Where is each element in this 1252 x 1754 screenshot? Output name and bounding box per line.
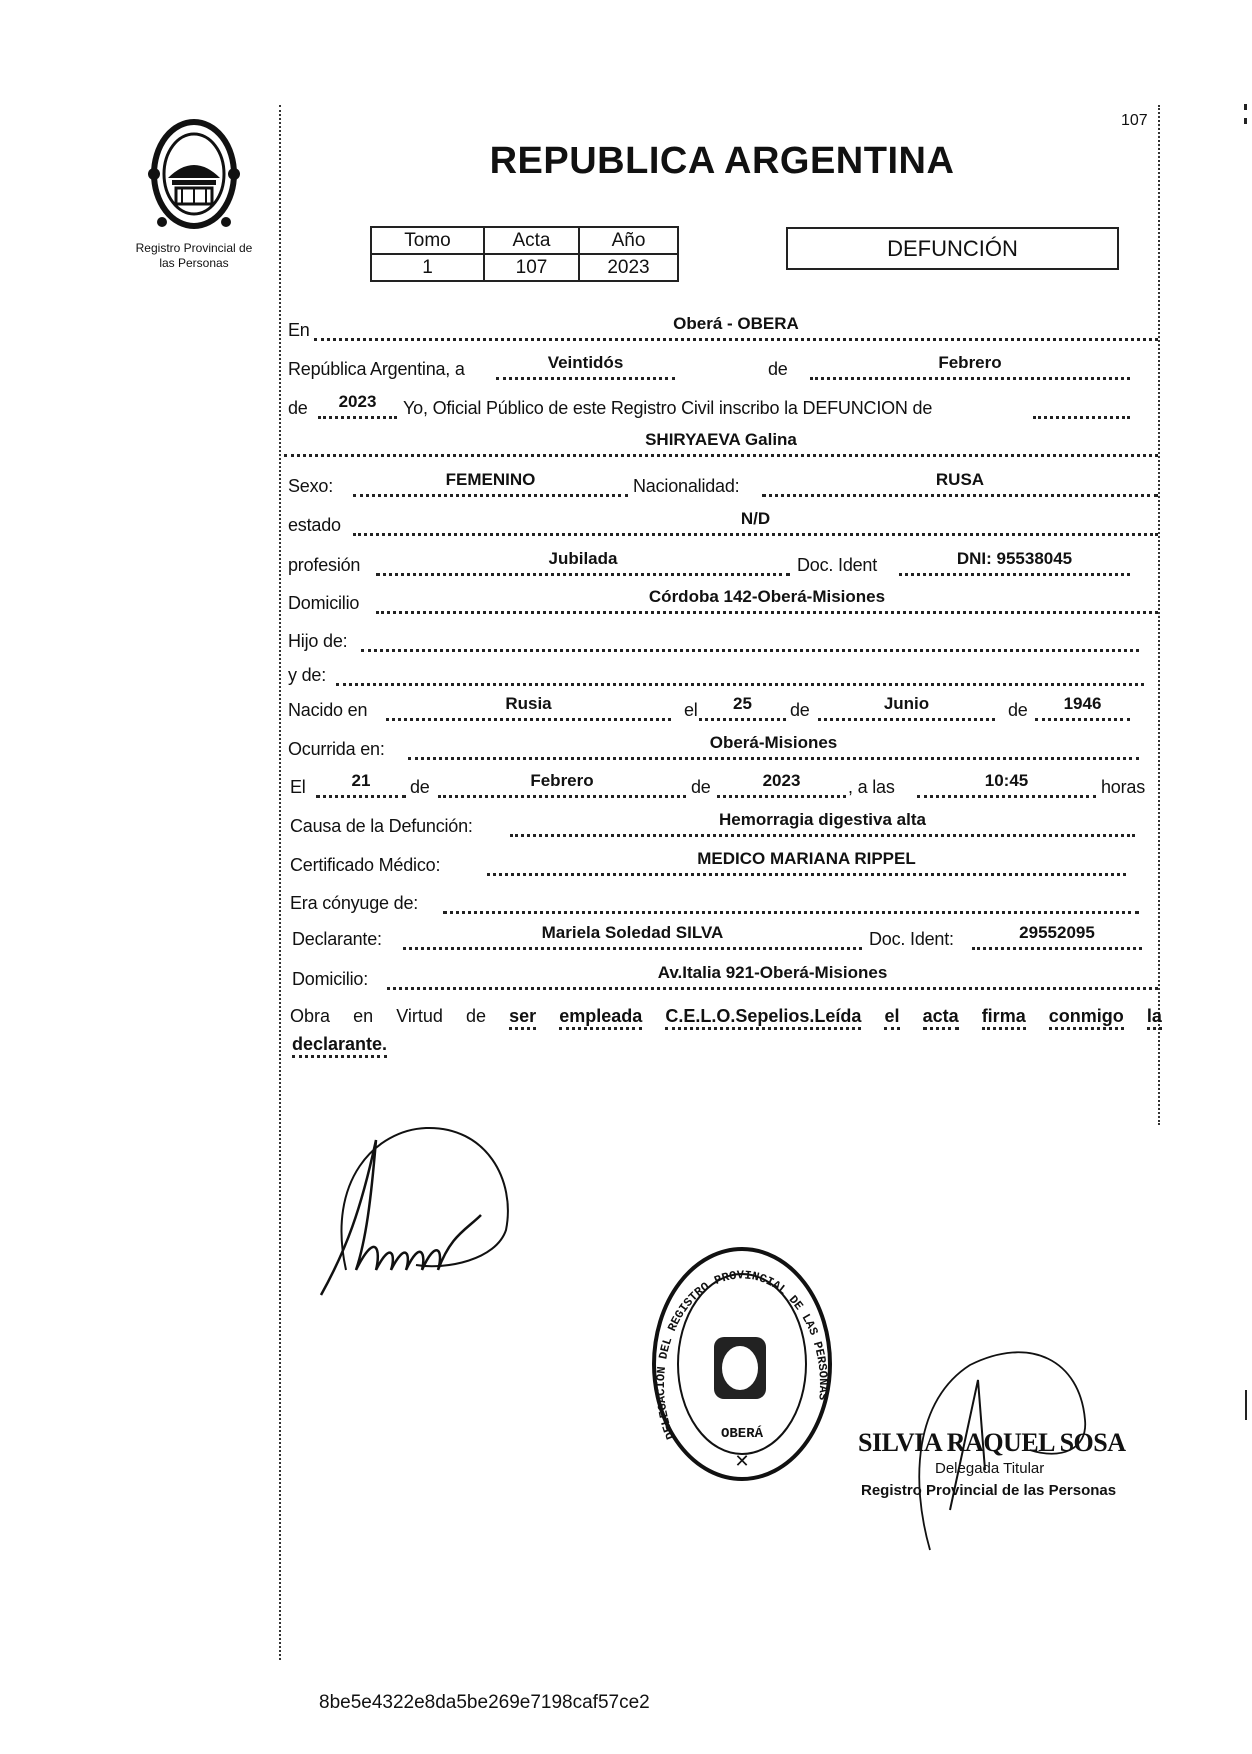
declarante-domicilio-field: Av.Italia 921-Oberá-Misiones <box>387 963 1158 990</box>
obra-value-word: empleada <box>559 1006 642 1030</box>
obra-value-word: conmigo <box>1049 1006 1124 1030</box>
en-field: Oberá - OBERA <box>314 314 1158 341</box>
day-words-field: Veintidós <box>496 353 675 380</box>
obra-value-end: declarante. <box>292 1034 387 1058</box>
nacionalidad-field: RUSA <box>762 470 1158 497</box>
obra-value-word: ser <box>509 1006 536 1030</box>
certificado-field: MEDICO MARIANA RIPPEL <box>487 849 1126 876</box>
de-label: de <box>1008 700 1028 720</box>
death-day-field: 21 <box>316 771 406 798</box>
de-label: de <box>790 700 810 720</box>
row-nacido <box>0 694 1252 726</box>
edge-mark <box>1244 104 1247 110</box>
a-las-label: , a las <box>848 777 895 797</box>
row-name <box>0 430 1252 462</box>
de-label: de <box>410 777 430 797</box>
month-field: Febrero <box>810 353 1130 380</box>
profesion-label: profesión <box>288 555 361 575</box>
row-death-date <box>0 771 1252 803</box>
row-sexo <box>0 470 1252 502</box>
death-year-field: 2023 <box>717 771 846 798</box>
declarant-signature <box>316 1120 526 1300</box>
obra-value-word: C.E.L.O.Sepelios.Leída <box>665 1006 861 1030</box>
registry-name <box>114 241 274 271</box>
row-yde <box>0 663 1252 691</box>
anio-header: Año <box>579 227 678 254</box>
declarante-label: Declarante: <box>292 929 382 949</box>
conyuge-field <box>443 887 1139 914</box>
tomo-value: 1 <box>371 254 484 281</box>
row-domicilio <box>0 587 1252 619</box>
birth-year-field: 1946 <box>1035 694 1130 721</box>
registry-stamp <box>650 1245 834 1483</box>
certificado-label: Certificado Médico: <box>290 855 441 875</box>
estado-label: estado <box>288 515 341 535</box>
conyuge-label: Era cónyuge de: <box>290 893 419 913</box>
row-en <box>0 314 1252 346</box>
ocurrida-field: Oberá-Misiones <box>408 733 1139 760</box>
row-declarante <box>0 923 1252 955</box>
de-label: de <box>691 777 711 797</box>
row-declarante-domicilio <box>0 963 1252 995</box>
inscription-text: Yo, Oficial Público de este Registro Civil inscribo la DEFUNCION de <box>403 398 933 418</box>
official-title: Delegada Titular <box>935 1460 1045 1477</box>
tomo-header: Tomo <box>371 227 484 254</box>
profesion-field: Jubilada <box>376 549 790 576</box>
obra-word: de <box>466 1006 487 1026</box>
document-title: REPUBLICA ARGENTINA <box>489 140 955 182</box>
anio-value: 2023 <box>579 254 678 281</box>
sexo-field: FEMENINO <box>353 470 628 497</box>
registry-name-line2: las Personas <box>159 256 229 270</box>
record-type-box: DEFUNCIÓN <box>786 227 1119 270</box>
obra-en-virtud-line <box>290 1006 1162 1030</box>
horas-label: horas <box>1101 777 1146 797</box>
stamp-city: OBERÁ <box>720 1426 764 1442</box>
svg-text:✕: ✕ <box>734 1451 750 1471</box>
declarante-doc-field: 29552095 <box>972 923 1142 950</box>
inscription-blank <box>1033 392 1130 419</box>
obra-word: en <box>353 1006 374 1026</box>
de-label: de <box>288 398 308 418</box>
document-hash: 8be5e4322e8da5be269e7198caf57ce2 <box>319 1692 650 1713</box>
nacionalidad-label: Nacionalidad: <box>633 476 740 496</box>
edge-mark <box>1245 1390 1247 1420</box>
declarante-field: Mariela Soledad SILVA <box>403 923 862 950</box>
acta-header: Acta <box>484 227 579 254</box>
obra-word: Virtud <box>396 1006 443 1026</box>
en-label: En <box>288 320 310 340</box>
hijo-label: Hijo de: <box>288 631 348 651</box>
causa-field: Hemorragia digestiva alta <box>510 810 1135 837</box>
obra-value-word: acta <box>923 1006 959 1030</box>
ocurrida-label: Ocurrida en: <box>288 739 385 759</box>
hijo-field <box>361 625 1139 652</box>
obra-value-word: firma <box>982 1006 1026 1030</box>
republica-label: República Argentina, a <box>288 359 465 379</box>
declarante-doc-label: Doc. Ident: <box>869 929 954 949</box>
sexo-label: Sexo: <box>288 476 334 496</box>
row-republica <box>0 353 1252 385</box>
official-org: Registro Provincial de las Personas <box>861 1482 1117 1499</box>
official-name: SILVIA RAQUEL SOSA <box>858 1428 1126 1457</box>
row-year <box>0 392 1252 424</box>
row-profesion <box>0 549 1252 581</box>
causa-label: Causa de la Defunción: <box>290 816 473 836</box>
domicilio-field: Córdoba 142-Oberá-Misiones <box>376 587 1158 614</box>
stamp-ring-text: DELEGACION DEL REGISTRO PROVINCIAL DE LAS PERSONAS <box>653 1268 831 1442</box>
edge-mark <box>1244 118 1247 124</box>
death-month-field: Febrero <box>438 771 686 798</box>
row-hijo <box>0 629 1252 657</box>
nacido-label: Nacido en <box>288 700 368 720</box>
el-label: el <box>684 700 698 720</box>
row-certificado <box>0 849 1252 881</box>
yde-field <box>336 659 1144 686</box>
row-causa <box>0 810 1252 842</box>
declarante-domicilio-label: Domicilio: <box>292 969 369 989</box>
yde-label: y de: <box>288 665 327 685</box>
record-table <box>370 226 679 282</box>
doc-ident-field: DNI: 95538045 <box>899 549 1130 576</box>
estado-field: N/D <box>353 509 1158 536</box>
obra-value-word: el <box>884 1006 899 1030</box>
acta-value: 107 <box>484 254 579 281</box>
domicilio-label: Domicilio <box>288 593 360 613</box>
page-number: 107 <box>1121 112 1148 129</box>
obra-word: Obra <box>290 1006 331 1026</box>
deceased-name-field: SHIRYAEVA Galina <box>284 430 1158 457</box>
birth-month-field: Junio <box>818 694 995 721</box>
death-time-field: 10:45 <box>917 771 1096 798</box>
birth-day-field: 25 <box>699 694 786 721</box>
row-ocurrida <box>0 733 1252 765</box>
registry-name-line1: Registro Provincial de <box>135 241 253 255</box>
year-field: 2023 <box>318 392 397 419</box>
de-label: de <box>768 359 788 379</box>
el-label: El <box>290 777 306 797</box>
row-estado <box>0 509 1252 541</box>
row-conyuge <box>0 891 1252 919</box>
obra-value-word: la <box>1147 1006 1162 1030</box>
nacido-field: Rusia <box>386 694 671 721</box>
doc-ident-label: Doc. Ident <box>797 555 878 575</box>
